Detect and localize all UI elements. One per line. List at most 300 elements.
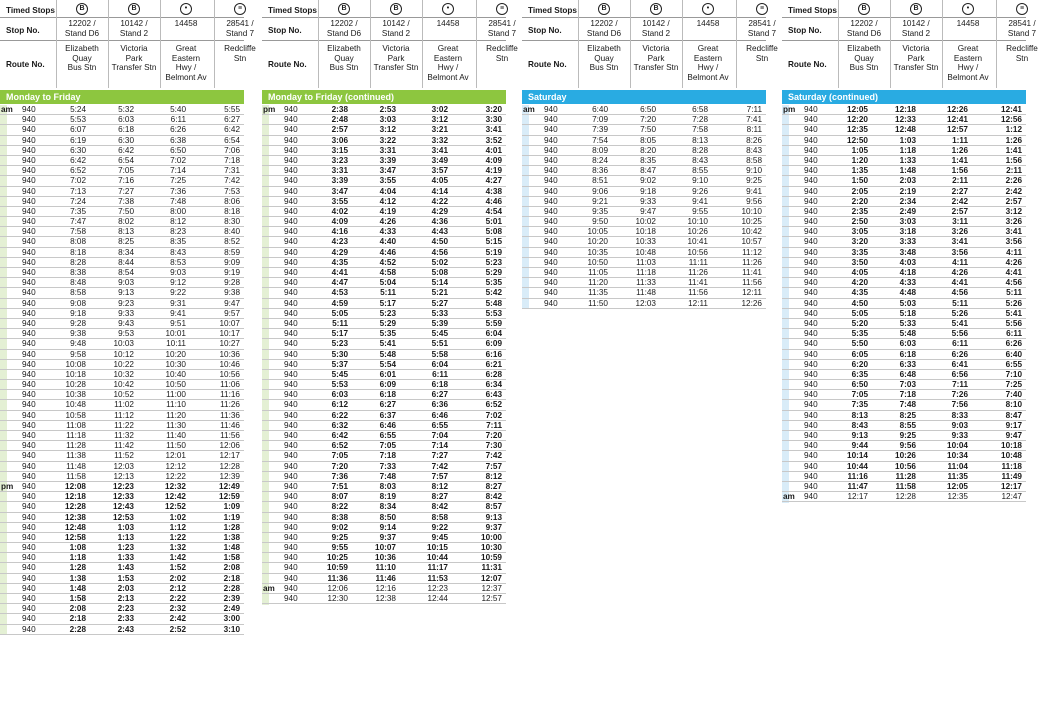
table-row — [782, 248, 1026, 258]
table-row — [262, 278, 506, 288]
route-number: 940 — [804, 380, 818, 390]
departure-time: 11:42 — [114, 441, 134, 451]
departure-time: 7:24 — [70, 196, 86, 206]
departure-time: 6:46 — [431, 410, 448, 420]
departure-time: 3:10 — [223, 624, 240, 634]
route-number: 940 — [22, 451, 36, 461]
table-row — [782, 227, 1026, 237]
departure-time: 9:03 — [170, 268, 186, 277]
departure-time: 5:11 — [952, 298, 968, 308]
stop-number: 28541 / Stand 7 — [487, 19, 517, 38]
table-row — [522, 288, 766, 298]
departure-time: 9:41 — [746, 186, 762, 196]
departure-time: 1:23 — [117, 543, 134, 553]
departure-time: 11:10 — [375, 563, 396, 573]
departure-time: 5:45 — [431, 329, 448, 339]
departure-time: 12:35 — [847, 125, 868, 135]
departure-time: 6:41 — [951, 359, 968, 369]
departure-time: 7:42 — [224, 176, 240, 186]
departure-time: 4:56 — [951, 288, 968, 298]
departure-time: 10:42 — [741, 227, 762, 237]
table-row — [782, 278, 1026, 288]
departure-time: 10:40 — [165, 369, 186, 379]
route-number: 940 — [22, 329, 36, 339]
departure-time: 5:23 — [485, 257, 502, 267]
departure-time: 5:41 — [951, 318, 968, 328]
departure-time: 5:23 — [331, 339, 348, 349]
departure-time: 6:04 — [485, 329, 502, 339]
departure-time: 2:57 — [951, 206, 968, 216]
bus-station-icon: B — [858, 3, 870, 15]
table-row — [262, 350, 506, 360]
departure-time: 6:12 — [331, 400, 348, 410]
route-number: 940 — [804, 237, 818, 247]
departure-time: 2:34 — [899, 196, 916, 206]
departure-time: 9:55 — [331, 543, 348, 553]
table-row — [0, 594, 244, 604]
departure-time: 12:20 — [847, 115, 868, 125]
departure-time: 5:11 — [1006, 288, 1022, 298]
departure-time: 5:42 — [485, 288, 502, 298]
departure-time: 5:08 — [431, 268, 448, 277]
departure-time: 2:52 — [169, 624, 186, 634]
departure-time: 11:28 — [66, 441, 86, 451]
departure-time: 12:03 — [113, 461, 134, 471]
table-row — [522, 278, 766, 288]
departure-time: 3:39 — [379, 155, 396, 165]
departure-time: 5:35 — [851, 329, 868, 339]
bus-station-icon: B — [128, 3, 140, 15]
section-title: Saturday (continued) — [782, 90, 1026, 104]
departure-time: 8:34 — [379, 502, 396, 512]
departure-time: 6:18 — [379, 390, 396, 400]
departure-time: 2:12 — [169, 583, 186, 593]
departure-time: 12:07 — [481, 573, 502, 583]
route-number: 940 — [804, 481, 818, 491]
departure-time: 12:12 — [165, 461, 186, 471]
departure-time: 11:12 — [114, 410, 134, 420]
stop-number: 10142 / Stand 2 — [641, 19, 671, 38]
route-number: 940 — [284, 105, 298, 114]
table-row — [0, 574, 244, 584]
route-number: 940 — [22, 176, 36, 186]
departure-time: 11:20 — [588, 278, 608, 288]
route-number: 940 — [284, 217, 298, 227]
table-row — [262, 594, 506, 604]
stop-number: 12202 / Stand D6 — [64, 19, 100, 38]
departure-time: 7:35 — [70, 206, 86, 216]
departure-time: 12:17 — [847, 492, 868, 502]
departure-time: 6:55 — [431, 420, 448, 430]
departure-time: 12:23 — [427, 583, 448, 593]
departure-time: 4:41 — [331, 268, 348, 277]
departure-time: 7:26 — [951, 390, 968, 400]
departure-time: 1:38 — [223, 532, 240, 542]
departure-time: 2:27 — [951, 186, 968, 196]
departure-time: 10:07 — [375, 543, 396, 553]
departure-time: 12:30 — [327, 594, 348, 603]
departure-time: 7:16 — [118, 176, 134, 186]
departure-time: 4:33 — [899, 278, 916, 288]
departure-time: 12:22 — [165, 471, 186, 481]
route-no-label: Route No. — [788, 60, 827, 69]
departure-time: 4:35 — [331, 257, 348, 267]
timetable-rows — [0, 105, 244, 635]
table-row — [0, 625, 244, 635]
route-number: 940 — [804, 400, 818, 410]
table-row — [262, 115, 506, 125]
route-number: 940 — [22, 481, 36, 491]
table-row — [262, 187, 506, 197]
departure-time: 7:38 — [118, 196, 134, 206]
departure-time: 1:32 — [169, 543, 186, 553]
departure-time: 10:28 — [65, 380, 86, 390]
departure-time: 3:31 — [331, 166, 348, 176]
route-number: 940 — [22, 298, 36, 308]
departure-time: 7:02 — [70, 176, 86, 186]
table-row — [782, 350, 1026, 360]
departure-time: 4:33 — [379, 227, 396, 237]
departure-time: 10:05 — [587, 227, 608, 237]
departure-time: 10:56 — [219, 369, 240, 379]
route-number: 940 — [284, 186, 298, 196]
departure-time: 3:20 — [485, 105, 502, 114]
stop-number: 14458 — [696, 19, 720, 28]
departure-time: 4:01 — [485, 145, 502, 155]
route-number: 940 — [22, 594, 36, 603]
departure-time: 6:50 — [851, 380, 868, 390]
header-divider — [262, 40, 506, 41]
table-row — [522, 166, 766, 176]
departure-time: 8:24 — [592, 155, 608, 165]
departure-time: 9:18 — [70, 308, 86, 318]
stop-number: 14458 — [956, 19, 980, 28]
route-number: 940 — [804, 369, 818, 379]
departure-time: 6:50 — [640, 105, 656, 114]
departure-time: 7:18 — [379, 451, 396, 461]
table-row — [0, 380, 244, 390]
departure-time: 5:33 — [899, 318, 916, 328]
route-number: 940 — [22, 125, 36, 135]
departure-time: 6:19 — [70, 135, 86, 145]
departure-time: 3:31 — [379, 145, 396, 155]
departure-time: 10:59 — [481, 553, 502, 563]
route-number: 940 — [284, 543, 298, 553]
table-row — [782, 421, 1026, 431]
departure-time: 6:52 — [331, 441, 348, 451]
departure-time: 2:57 — [331, 125, 348, 135]
departure-time: 8:58 — [431, 512, 448, 522]
departure-time: 5:02 — [431, 257, 448, 267]
route-number: 940 — [544, 125, 558, 135]
departure-time: 6:18 — [118, 125, 134, 135]
departure-time: 3:41 — [431, 145, 448, 155]
departure-time: 5:05 — [331, 308, 348, 318]
route-number: 940 — [22, 135, 36, 145]
route-number: 940 — [284, 339, 298, 349]
table-row — [262, 125, 506, 135]
departure-time: 3:33 — [899, 237, 916, 247]
table-row — [262, 370, 506, 380]
timetable-panel — [782, 0, 1038, 706]
departure-time: 8:43 — [851, 420, 868, 430]
departure-time: 10:52 — [113, 390, 134, 400]
bus-station-icon: B — [390, 3, 402, 15]
route-number: 940 — [284, 115, 298, 125]
departure-time: 6:26 — [170, 125, 186, 135]
route-number: 940 — [544, 145, 558, 155]
departure-time: 11:52 — [114, 451, 134, 461]
departure-time: 9:25 — [331, 532, 348, 542]
departure-time: 9:26 — [692, 186, 708, 196]
train-station-icon: ≡ — [496, 3, 508, 15]
departure-time: 1:05 — [851, 145, 868, 155]
departure-time: 1:18 — [899, 145, 916, 155]
stop-name: Great Eastern Hwy / Belmont Av — [687, 44, 729, 82]
departure-time: 6:27 — [224, 115, 240, 125]
departure-time: 9:43 — [118, 318, 134, 328]
departure-time: 6:36 — [431, 400, 448, 410]
departure-time: 5:59 — [485, 318, 502, 328]
table-row — [0, 553, 244, 563]
departure-time: 2:11 — [1006, 166, 1022, 176]
departure-time: 12:32 — [165, 481, 186, 491]
departure-time: 4:22 — [431, 196, 448, 206]
departure-time: 1:28 — [69, 563, 86, 573]
table-row — [262, 288, 506, 298]
departure-time: 9:28 — [70, 318, 86, 328]
departure-time: 3:18 — [899, 227, 916, 237]
departure-time: 10:41 — [687, 237, 708, 247]
departure-time: 12:48 — [65, 522, 86, 532]
departure-time: 5:48 — [485, 298, 502, 308]
table-row — [782, 441, 1026, 451]
departure-time: 8:42 — [431, 502, 448, 512]
departure-time: 11:58 — [66, 471, 86, 481]
departure-time: 6:30 — [118, 135, 134, 145]
table-row — [782, 176, 1026, 186]
departure-time: 10:18 — [65, 369, 86, 379]
stop-name: Elizabeth Quay Bus Stn — [327, 44, 361, 72]
departure-time: 12:01 — [165, 451, 186, 461]
departure-time: 3:12 — [431, 115, 448, 125]
departure-time: 1:12 — [1005, 125, 1022, 135]
route-number: 940 — [284, 594, 298, 603]
departure-time: 9:19 — [224, 268, 240, 277]
stop-no-label: Stop No. — [528, 26, 562, 35]
departure-time: 10:36 — [375, 553, 396, 563]
bus-stop-icon: • — [442, 3, 454, 15]
departure-time: 7:11 — [486, 420, 502, 430]
departure-time: 11:26 — [220, 400, 240, 410]
departure-time: 1:53 — [117, 573, 134, 583]
departure-time: 7:42 — [431, 461, 448, 471]
departure-time: 6:33 — [899, 359, 916, 369]
route-number: 940 — [22, 400, 36, 410]
route-number: 940 — [284, 583, 298, 593]
departure-time: 12:52 — [165, 502, 186, 512]
route-number: 940 — [804, 298, 818, 308]
departure-time: 11:00 — [166, 390, 186, 400]
departure-time: 9:25 — [899, 431, 916, 440]
departure-time: 3:20 — [851, 237, 868, 247]
table-row — [262, 207, 506, 217]
departure-time: 10:11 — [166, 339, 186, 349]
departure-time: 2:42 — [951, 196, 968, 206]
departure-time: 10:56 — [687, 247, 708, 257]
route-number: 940 — [544, 196, 558, 206]
departure-time: 8:07 — [331, 492, 348, 502]
header-divider — [0, 40, 244, 41]
stop-number: 28541 / Stand 7 — [747, 19, 777, 38]
departure-time: 4:26 — [379, 217, 396, 227]
departure-time: 1:38 — [69, 573, 86, 583]
section-title: Monday to Friday — [0, 90, 244, 104]
departure-time: 5:56 — [1005, 318, 1022, 328]
table-row — [782, 370, 1026, 380]
departure-time: 3:41 — [485, 125, 502, 135]
departure-time: 10:18 — [1001, 441, 1022, 451]
departure-time: 8:02 — [118, 217, 134, 227]
table-row — [0, 390, 244, 400]
departure-time: 6:52 — [70, 166, 86, 176]
departure-time: 9:47 — [640, 206, 656, 216]
table-row — [262, 492, 506, 502]
route-number: 940 — [544, 206, 558, 216]
departure-time: 4:18 — [899, 268, 916, 277]
bus-stop-icon: • — [180, 3, 192, 15]
table-row — [0, 187, 244, 197]
departure-time: 4:40 — [379, 237, 396, 247]
table-row — [522, 268, 766, 278]
departure-time: 12:57 — [947, 125, 968, 135]
departure-time: 8:43 — [746, 145, 762, 155]
departure-time: 4:50 — [851, 298, 868, 308]
stop-name: Elizabeth Quay Bus Stn — [847, 44, 881, 72]
table-row — [0, 115, 244, 125]
route-number: 940 — [804, 461, 818, 471]
route-number: 940 — [804, 339, 818, 349]
route-number: 940 — [284, 532, 298, 542]
departure-time: 3:56 — [951, 247, 968, 257]
table-row — [522, 207, 766, 217]
table-row — [262, 574, 506, 584]
table-row — [262, 309, 506, 319]
departure-time: 10:26 — [687, 227, 708, 237]
departure-time: 10:35 — [587, 247, 608, 257]
departure-time: 3:39 — [331, 176, 348, 186]
departure-time: 12:41 — [947, 115, 968, 125]
table-row — [262, 462, 506, 472]
departure-time: 4:26 — [1005, 257, 1022, 267]
am-pm-marker: pm — [1, 481, 14, 491]
departure-time: 11:06 — [220, 380, 240, 390]
departure-time: 5:58 — [431, 349, 448, 359]
departure-time: 3:26 — [1005, 217, 1022, 227]
departure-time: 2:38 — [331, 105, 348, 114]
route-number: 940 — [22, 532, 36, 542]
table-row — [782, 451, 1026, 461]
departure-time: 10:50 — [587, 257, 608, 267]
departure-time: 6:07 — [70, 125, 86, 135]
route-number: 940 — [22, 257, 36, 267]
departure-time: 2:49 — [223, 604, 240, 614]
departure-time: 8:44 — [118, 257, 134, 267]
departure-time: 1:41 — [1005, 145, 1022, 155]
departure-time: 4:46 — [379, 247, 396, 257]
departure-time: 12:26 — [741, 298, 762, 308]
departure-time: 5:41 — [379, 339, 396, 349]
table-row — [0, 258, 244, 268]
departure-time: 10:59 — [327, 563, 348, 573]
departure-time: 6:28 — [485, 369, 502, 379]
departure-time: 11:08 — [66, 420, 86, 430]
route-number: 940 — [284, 492, 298, 502]
am-pm-marker: pm — [263, 105, 276, 114]
route-number: 940 — [284, 512, 298, 522]
departure-time: 11:26 — [742, 257, 762, 267]
departure-time: 6:38 — [170, 135, 186, 145]
stop-no-label: Stop No. — [6, 26, 40, 35]
departure-time: 5:41 — [1005, 308, 1022, 318]
table-row — [782, 115, 1026, 125]
stop-name: Redcliffe Stn — [746, 44, 778, 63]
table-row — [522, 176, 766, 186]
table-row — [0, 451, 244, 461]
stop-number: 28541 / Stand 7 — [1007, 19, 1037, 38]
departure-time: 10:50 — [165, 380, 186, 390]
departure-time: 10:02 — [635, 217, 656, 227]
departure-time: 6:55 — [379, 431, 396, 440]
route-number: 940 — [284, 390, 298, 400]
table-row — [522, 105, 766, 115]
departure-time: 4:16 — [331, 227, 348, 237]
departure-time: 1:35 — [851, 166, 868, 176]
table-row — [262, 227, 506, 237]
stop-name: Elizabeth Quay Bus Stn — [587, 44, 621, 72]
departure-time: 7:41 — [746, 115, 762, 125]
departure-time: 6:54 — [118, 155, 134, 165]
departure-time: 8:33 — [951, 410, 968, 420]
departure-time: 9:55 — [692, 206, 708, 216]
departure-time: 11:10 — [166, 400, 186, 410]
route-number: 940 — [804, 268, 818, 277]
departure-time: 7:25 — [170, 176, 186, 186]
departure-time: 7:28 — [692, 115, 708, 125]
departure-time: 1:12 — [169, 522, 186, 532]
departure-time: 8:47 — [640, 166, 656, 176]
departure-time: 7:56 — [951, 400, 968, 410]
departure-time: 11:05 — [588, 268, 608, 277]
departure-time: 6:34 — [485, 380, 502, 390]
departure-time: 12:49 — [219, 481, 240, 491]
departure-time: 8:00 — [170, 206, 186, 216]
departure-time: 1:48 — [223, 543, 240, 553]
departure-time: 11:50 — [588, 298, 608, 308]
header-divider — [262, 17, 506, 18]
departure-time: 8:38 — [331, 512, 348, 522]
departure-time: 4:29 — [431, 206, 448, 216]
departure-time: 2:32 — [169, 604, 186, 614]
departure-time: 4:59 — [331, 298, 348, 308]
route-number: 940 — [22, 563, 36, 573]
route-number: 940 — [22, 155, 36, 165]
table-row — [0, 268, 244, 278]
departure-time: 12:06 — [327, 583, 348, 593]
table-row — [0, 614, 244, 624]
route-number: 940 — [804, 176, 818, 186]
departure-time: 10:25 — [327, 553, 348, 563]
